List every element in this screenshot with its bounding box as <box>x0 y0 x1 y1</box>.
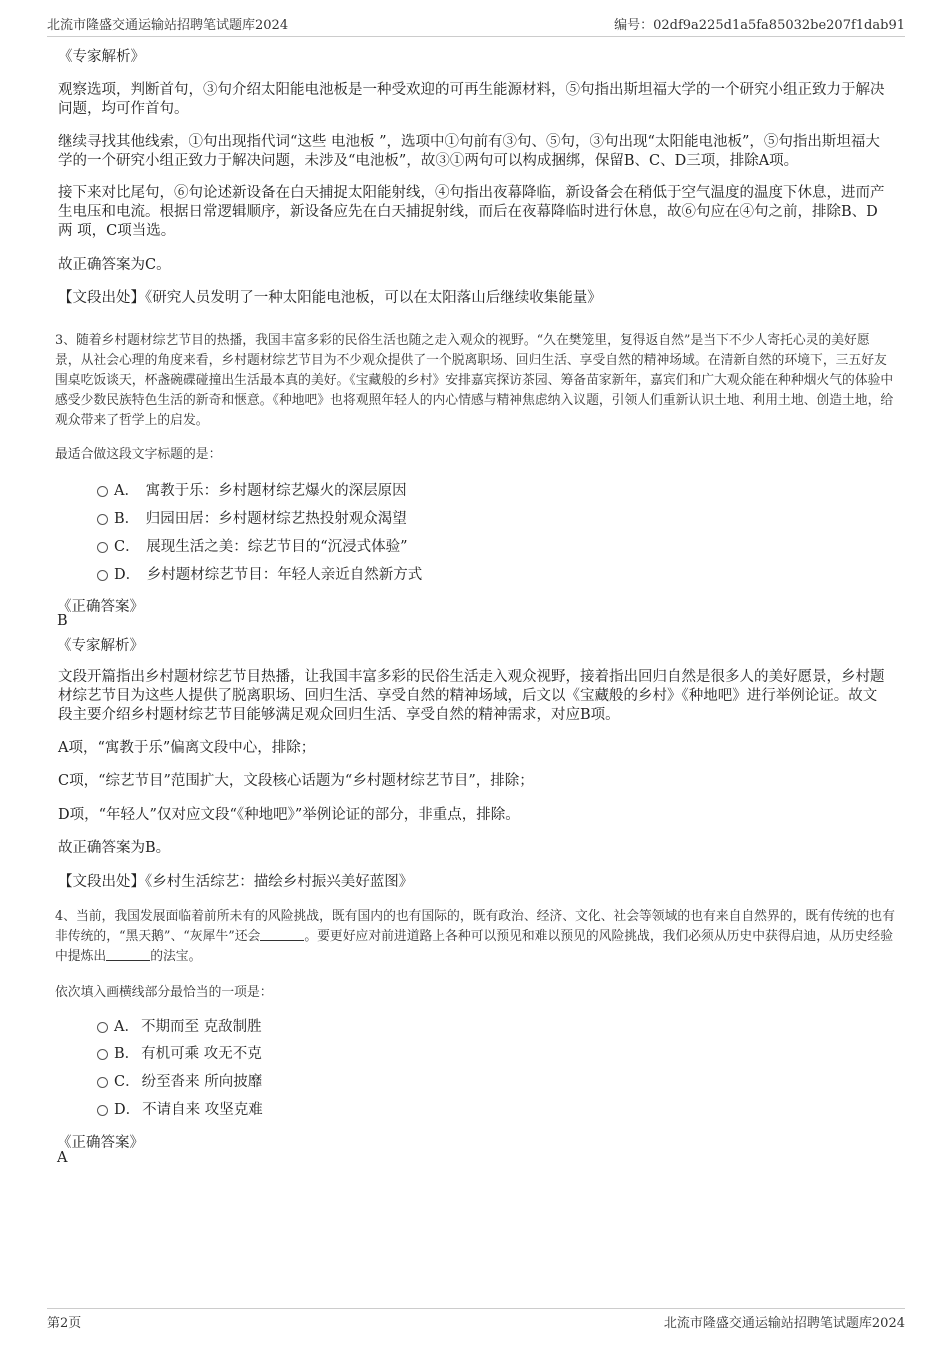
q3-answer-label: 《正确答案》 <box>57 599 144 615</box>
q3-option-b[interactable]: B． 归园田居：乡村题材综艺热投射观众渴望 <box>97 510 407 528</box>
q4-option-d[interactable]: D． 不请自来 攻坚克难 <box>97 1101 263 1119</box>
q3-option-c[interactable]: C． 展现生活之美：综艺节目的“沉浸式体验” <box>97 538 408 556</box>
q3-expert-label: 《专家解析》 <box>57 638 144 654</box>
radio-icon[interactable] <box>97 1049 108 1060</box>
q4-option-b[interactable]: B． 有机可乘 攻无不克 <box>97 1045 262 1063</box>
header-title: 北流市隆盛交通运输站招聘笔试题库2024 <box>47 18 289 33</box>
q4-option-a[interactable]: A． 不期而至 克敌制胜 <box>97 1018 262 1036</box>
page-header <box>47 14 905 34</box>
q3-source: 【文段出处】《乡村生活综艺：描绘乡村振兴美好蓝图》 <box>58 874 414 890</box>
radio-icon[interactable] <box>97 486 108 497</box>
q4-ask: 依次填入画横线部分最恰当的一项是： <box>55 985 273 1000</box>
radio-icon[interactable] <box>97 542 108 553</box>
q4-option-c[interactable]: C． 纷至沓来 所向披靡 <box>97 1073 262 1091</box>
fill-blank <box>260 928 304 941</box>
q3-answer: B <box>57 613 68 629</box>
page-number: 第2页 <box>47 1316 82 1331</box>
q3-answer-line: 故正确答案为B。 <box>58 840 171 856</box>
radio-icon[interactable] <box>97 570 108 581</box>
prev-expert-label: 《专家解析》 <box>58 49 145 65</box>
prev-analysis-p2: 继续寻找其他线索，①句出现指代词“这些 电池板 ”，选项中①句前有③句、⑤句，③句出现“太阳能电池板”，⑤句指出斯坦福大学的一个研究小组正致力于解决问题，未涉及“电池板”，故③①两句可以构成捆绑，保留B、C、D三项，排除A项。 <box>58 134 880 169</box>
q4-answer: A <box>57 1150 68 1166</box>
q3-analysis-p1: 文段开篇指出乡村题材综艺节目热播，让我国丰富多彩的民俗生活走入观众视野，接着指出回归自然是很多人的美好愿景，乡村题材综艺节目为这些人提供了脱离职场、回归生活、享受自然的精神场域，后文以《宝藏般的乡村》《种地吧》进行举例论证。故文段主要介绍乡村题材综艺节目能够满足观众回归生活、享受自然的精神需求，对应B项。 <box>58 669 885 723</box>
radio-icon[interactable] <box>97 1077 108 1088</box>
prev-analysis-p1: 观察选项，判断首句，③句介绍太阳能电池板是一种受欢迎的可再生能源材料，⑤句指出斯坦福大学的一个研究小组正致力于解决问题，均可作首句。 <box>58 82 885 117</box>
footer-title: 北流市隆盛交通运输站招聘笔试题库2024 <box>663 1316 905 1331</box>
radio-icon[interactable] <box>97 514 108 525</box>
q3-analysis-p3: C项，“综艺节目”范围扩大，文段核心话题为“乡村题材综艺节目”，排除； <box>58 773 534 789</box>
prev-source: 【文段出处】《研究人员发明了一种太阳能电池板，可以在太阳落山后继续收集能量》 <box>58 290 602 306</box>
q3-stem: 3、随着乡村题材综艺节目的热播，我国丰富多彩的民俗生活也随之走入观众的视野。“久在樊笼里，复得返自然”是当下不少人寄托心灵的美好愿景，从社会心理的角度来看，乡村题材综艺节目为不少观众提供了一个脱离职场、回归生活、享受自然的精神场域。在清新自然的环境下，三五好友围桌吃饭谈天，杯盏碗碟碰撞出生活最本真的美好。《宝藏般的乡村》安排嘉宾探访茶园、筹备苗家新年，嘉宾们和广大观众能在种种烟火气的体验中感受少数民族特色生活的新奇和惬意。《种地吧》也将观照年轻人的内心情感与精神焦虑纳入议题，引领人们重新认识土地、利用土地、创造土地，给观众带来了哲学上的启发。 <box>55 333 894 428</box>
q4-answer-label: 《正确答案》 <box>57 1135 144 1151</box>
header-doc-id: 编号：02df9a225d1a5fa85032be207f1dab91 <box>614 18 905 33</box>
fill-blank <box>106 948 150 961</box>
q3-option-d[interactable]: D． 乡村题材综艺节目：年轻人亲近自然新方式 <box>97 566 422 584</box>
prev-analysis-p3: 接下来对比尾句，⑥句论述新设备在白天捕捉太阳能射线，④句指出夜幕降临，新设备会在稍低于空气温度的温度下休息，进而产生电压和电流。根据日常逻辑顺序，新设备应先在白天捕捉射线，而后在夜幕降临时进行休息，故⑥句应在④句之前，排除B、D 两 项，C项当选。 <box>58 185 885 239</box>
prev-answer-line: 故正确答案为C。 <box>58 257 171 273</box>
radio-icon[interactable] <box>97 1105 108 1116</box>
header-divider <box>47 36 905 37</box>
radio-icon[interactable] <box>97 1022 108 1033</box>
q3-ask: 最适合做这段文字标题的是： <box>55 447 222 462</box>
q4-stem: 4、当前，我国发展面临着前所未有的风险挑战，既有国内的也有国际的，既有政治、经济、文化、社会等领域的也有来自自然界的，既有传统的也有非传统的，“黑天鹅”、“灰犀牛”还会 。要更好应对前进道路上各种可以预见和难以预见的风险挑战，我们必须从历史中获得启迪，从历史经验中提炼出 的法宝。 <box>55 909 895 964</box>
q3-analysis-p2: A项，“寓教于乐”偏离文段中心，排除； <box>58 740 316 756</box>
q3-option-a[interactable]: A． 寓教于乐：乡村题材综艺爆火的深层原因 <box>97 482 407 500</box>
footer-divider <box>47 1308 905 1309</box>
q3-analysis-p4: D项，“年轻人”仅对应文段“《种地吧》”举例论证的部分，非重点，排除。 <box>58 807 520 823</box>
